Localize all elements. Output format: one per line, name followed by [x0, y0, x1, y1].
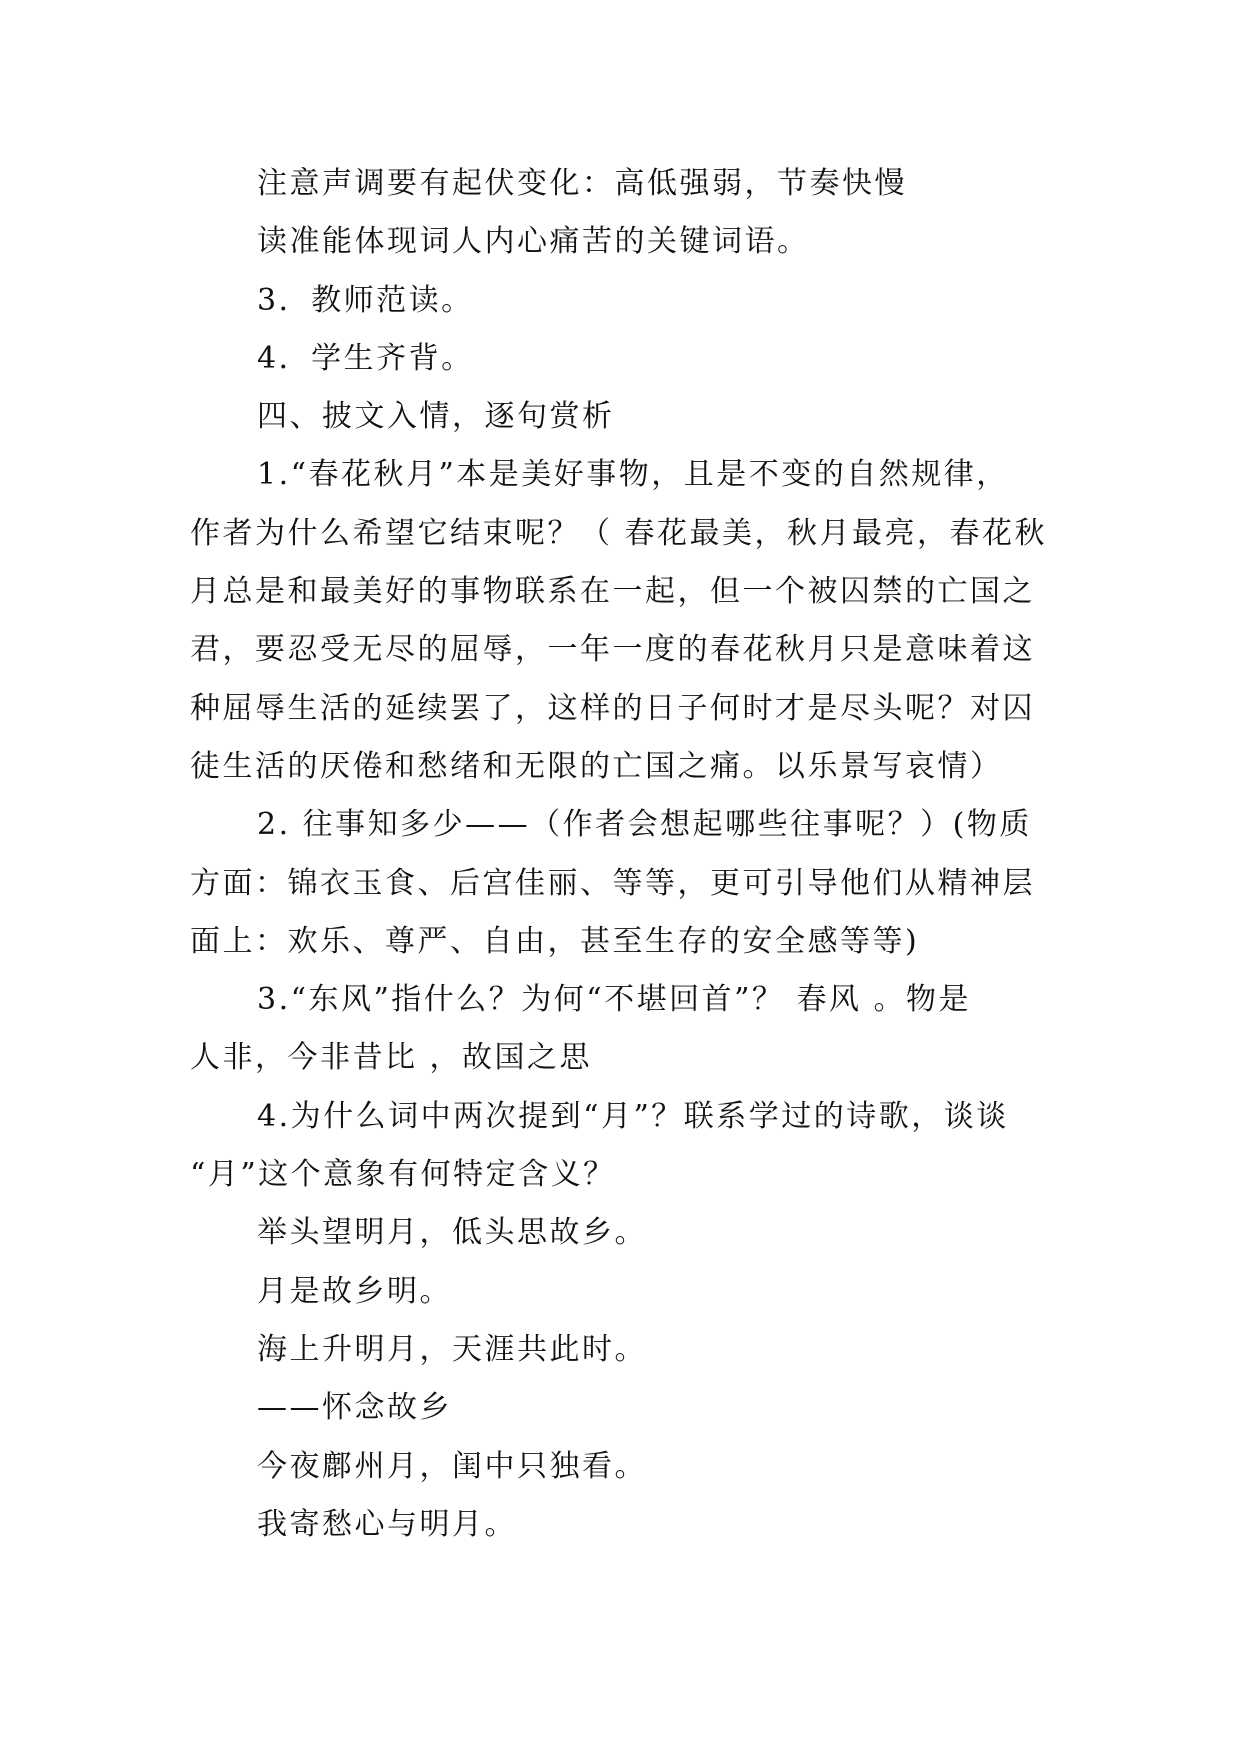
text-line: 月是故乡明。 — [257, 1273, 452, 1309]
poem-line — [190, 1204, 1090, 1262]
text-line: “月”这个意象有何特定含义？ — [190, 1157, 616, 1193]
step-item — [190, 330, 1090, 388]
poem-line — [190, 1263, 1090, 1321]
poem-theme-note — [190, 1379, 1090, 1437]
text-line: 人非，今非昔比 ，故国之思 — [190, 1040, 593, 1076]
text-line: 3．教师范读。 — [257, 282, 474, 318]
text-line: 面上：欢乐、尊严、自由，甚至生存的安全感等等) — [190, 923, 920, 959]
text-line: 注意声调要有起伏变化：高低强弱，节奏快慢 — [257, 166, 907, 201]
text-line: 种屈辱生活的延续罢了，这样的日子何时才是尽头呢？对囚 — [190, 690, 1035, 726]
text-line: 2. 往事知多少——（作者会想起哪些往事呢？）(物质 — [257, 807, 1032, 843]
text-line: 4．学生齐背。 — [257, 340, 474, 376]
poem-line — [190, 1496, 1090, 1554]
reading-tip — [190, 213, 1090, 271]
text-line: 今夜鄜州月，闺中只独看。 — [257, 1448, 647, 1484]
text-line: 作者为什么希望它结束呢？（ 春花最美，秋月最亮，春花秋 — [190, 515, 1048, 551]
reading-tip — [190, 155, 1090, 213]
text-line: 海上升明月，天涯共此时。 — [257, 1331, 647, 1367]
text-line: 读准能体现词人内心痛苦的关键词语。 — [257, 224, 810, 260]
text-line: 举头望明月，低头思故乡。 — [257, 1215, 647, 1251]
question-paragraph — [190, 796, 1090, 971]
question-paragraph — [190, 1088, 1090, 1205]
text-line: 4.为什么词中两次提到“月”？联系学过的诗歌，谈谈 — [257, 1098, 1009, 1134]
step-item — [190, 272, 1090, 330]
question-paragraph — [190, 446, 1090, 796]
question-paragraph — [190, 971, 1090, 1088]
poem-line — [190, 1438, 1090, 1496]
document-body — [190, 155, 1090, 1554]
text-line: 3.“东风”指什么？为何“不堪回首”？ 春风 。物是 — [257, 982, 972, 1018]
text-line: 月总是和最美好的事物联系在一起，但一个被囚禁的亡国之 — [190, 574, 1035, 610]
text-line: 四、披文入情，逐句赏析 — [257, 399, 615, 435]
text-line: 1.“春花秋月”本是美好事物，且是不变的自然规律， — [257, 457, 1009, 493]
text-line: 徒生活的厌倦和愁绪和无限的亡国之痛。以乐景写哀情） — [190, 748, 1003, 784]
text-line: ——怀念故乡 — [257, 1390, 452, 1426]
text-line: 方面：锦衣玉食、后宫佳丽、等等，更可引导他们从精神层 — [190, 865, 1035, 901]
poem-line — [190, 1321, 1090, 1379]
section-heading — [190, 388, 1090, 446]
text-line: 我寄愁心与明月。 — [257, 1506, 517, 1542]
text-line: 君，要忍受无尽的屈辱，一年一度的春花秋月只是意味着这 — [190, 632, 1035, 668]
